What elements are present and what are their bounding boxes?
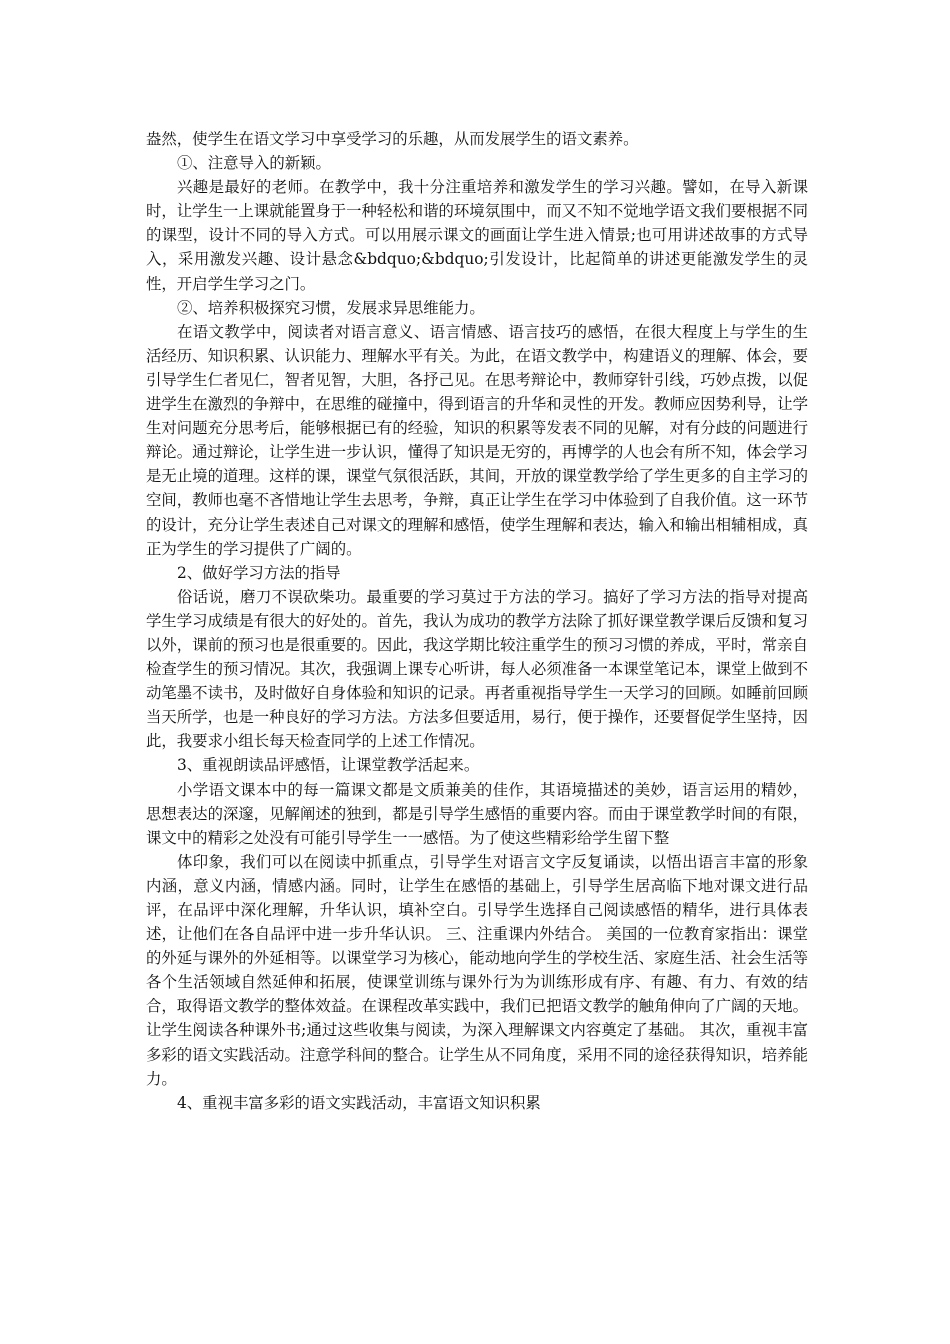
- heading-reading-appreciation: 3、重视朗读品评感悟，让课堂教学活起来。: [177, 756, 480, 775]
- heading-study-methods: 2、做好学习方法的指导: [177, 563, 341, 582]
- paragraph-interest: 兴趣是最好的老师。在教学中，我十分注重培养和激发学生的学习兴趣。譬如，在导入新课时，让学生一上课就能置身于一种轻松和谐的环境氛围中，而又不知不觉地学语文我们要根据不同的课型，设计不同的导入方式。可以用展示课文的画面让学生进入情景;也可用讲述故事的方式导入，采用激发兴趣、设计悬念&bdquo;&bdquo;引发设计，比起简单的讲述更能激发学生的灵性，开启学生学习之门。: [146, 178, 808, 293]
- document-body: [146, 127, 808, 1115]
- heading-novel-introduction: ①、注意导入的新颖。: [177, 154, 331, 173]
- paragraph-overall-impression: 体印象，我们可以在阅读中抓重点，引导学生对语言文字反复诵读，以悟出语言丰富的形象内涵，意义内涵，情感内涵。同时，让学生在感悟的基础上，引导学生居高临下地对课文进行品评，在品评中深化理解，升华认识，填补空白。引导学生选择自己阅读感悟的精华，进行具体表述，让他们在各自品评中进一步升华认识。 三、注重课内外结合。 美国的一位教育家指出：课堂的外延与课外的外延相等。以课堂学习为核心，能动地向学生的学校生活、家庭生活、社会生活等各个生活领域自然延伸和拓展，使课堂训练与课外行为为训练形成有序、有趣、有力、有效的结合，取得语文教学的整体效益。在课程改革实践中，我们已把语文教学的触角伸向了广阔的天地。让学生阅读各种课外书;通过这些收集与阅读，为深入理解课文内容奠定了基础。 其次，重视丰富多彩的语文实践活动。注意学科间的整合。让学生从不同角度，采用不同的途径获得知识，培养能力。: [146, 852, 808, 1088]
- paragraph-1: 盎然，使学生在语文学习中享受学习的乐趣，从而发展学生的语文素养。: [146, 130, 639, 148]
- paragraph-textbook-essays: 小学语文课本中的每一篇课文都是文质兼美的佳作，其语境描述的美妙，语言运用的精妙，思想表达的深邃，见解阐述的独到，都是引导学生感悟的重要内容。而由于课堂教学时间的有限，课文中的精彩之处没有可能引导学生一一感悟。为了使这些精彩给学生留下整: [146, 780, 808, 847]
- heading-exploration-habits: ②、培养积极探究习惯，发展求异思维能力。: [177, 298, 485, 317]
- paragraph-reading-debate: 在语文教学中，阅读者对语言意义、语言情感、语言技巧的感悟，在很大程度上与学生的生活经历、知识积累、认识能力、理解水平有关。为此，在语文教学中，构建语义的理解、体会，要引导学生仁者见仁，智者见智，大胆，各抒己见。在思考辩论中，教师穿针引线，巧妙点拨，以促进学生在激烈的争辩中，在思维的碰撞中，得到语言的升华和灵性的开发。教师应因势利导，让学生对问题充分思考后，能够根据已有的经验，知识的积累等发表不同的见解，对有分歧的问题进行辩论。通过辩论，让学生进一步认识，懂得了知识是无穷的，再博学的人也会有所不知，体会学习是无止境的道理。这样的课，课堂气氛很活跃，其间，开放的课堂教学给了学生更多的自主学习的空间，教师也毫不吝惜地让学生去思考，争辩，真正让学生在学习中体验到了自我价值。这一环节的设计，充分让学生表述自己对课文的理解和感悟，使学生理解和表达，输入和输出相辅相成，真正为学生的学习提供了广阔的。: [146, 322, 808, 558]
- paragraph-study-methods: 俗话说，磨刀不误砍柴功。最重要的学习莫过于方法的学习。搞好了学习方法的指导对提高学生学习成绩是有很大的好处的。首先，我认为成功的教学方法除了抓好课堂教学课后反馈和复习以外，课前的预习也是很重要的。因此，我这学期比较注重学生的预习习惯的养成，平时，常亲自检查学生的预习情况。其次，我强调上课专心听讲，每人必须准备一本课堂笔记本，课堂上做到不动笔墨不读书，及时做好自身体验和知识的记录。再者重视指导学生一天学习的回顾。如睡前回顾当天所学，也是一种良好的学习方法。方法多但要适用，易行，便于操作，还要督促学生坚持，因此，我要求小组长每天检查同学的上述工作情况。: [146, 587, 808, 751]
- heading-practice-activities: 4、重视丰富多彩的语文实践活动，丰富语文知识积累: [177, 1093, 541, 1112]
